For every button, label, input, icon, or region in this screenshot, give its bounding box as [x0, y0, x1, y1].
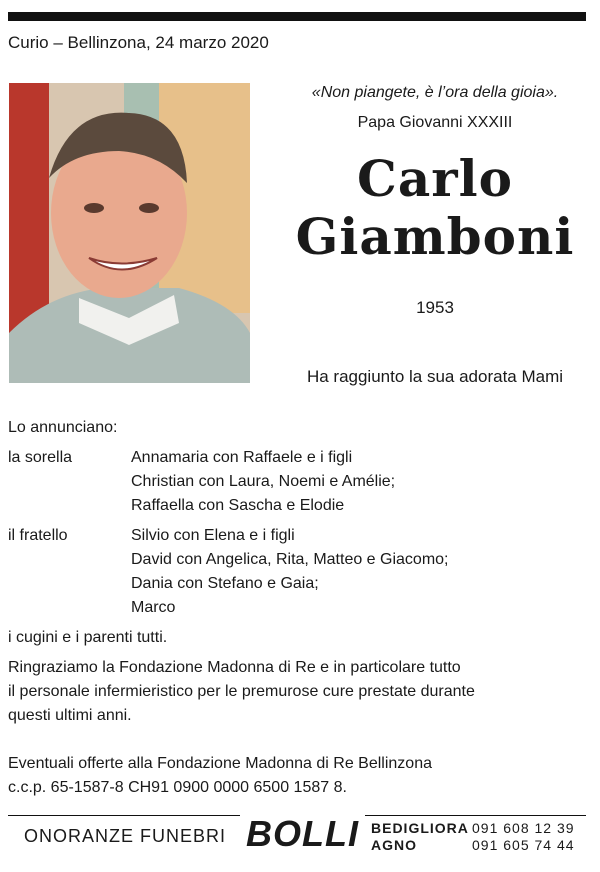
portrait-photo — [9, 83, 250, 383]
family-line: Marco — [131, 599, 176, 616]
family-line: Dania con Stefano e Gaia; — [131, 575, 319, 592]
thanks-line: il personale infermieristico per le premurose cure prestate durante — [8, 683, 475, 700]
quote-text: «Non piangete, è l’ora della gioia». — [311, 84, 559, 101]
family-line: Christian con Laura, Noemi e Amélie; — [131, 473, 396, 490]
relation-label: la sorella — [8, 449, 73, 466]
location-phone: 091 605 74 44 — [472, 837, 575, 853]
thanks-line: Ringraziamo la Fondazione Madonna di Re e in particolare tutto — [8, 659, 461, 676]
quote-author: Papa Giovanni XXXIII — [357, 114, 513, 131]
footer-rule-left — [8, 815, 240, 816]
place-date: Curio – Bellinzona, 24 marzo 2020 — [8, 33, 269, 52]
announcement-closing: i cugini e i parenti tutti. — [8, 629, 168, 646]
location-town: BEDIGLIORA — [371, 820, 469, 836]
family-line: Silvio con Elena e i figli — [131, 527, 295, 544]
family-line: Raffaella con Sascha e Elodie — [131, 497, 345, 514]
footer-rule-right — [362, 815, 586, 816]
funeral-home-logo: BOLLI — [240, 813, 365, 855]
first-name: Carlo — [357, 149, 513, 208]
funeral-home-label: ONORANZE FUNEBRI — [24, 826, 227, 846]
birth-year: 1953 — [416, 298, 454, 317]
location-phone: 091 608 12 39 — [472, 820, 575, 836]
top-rule — [8, 12, 586, 21]
epitaph: Ha raggiunto la sua adorata Mami — [306, 367, 564, 386]
deceased-name — [270, 150, 600, 266]
announcement-intro: Lo annunciano: — [8, 419, 118, 436]
relation-label: il fratello — [8, 527, 68, 544]
thanks-line: questi ultimi anni. — [8, 707, 132, 724]
donation-line: Eventuali offerte alla Fondazione Madonna di Re Bellinzona — [8, 755, 432, 772]
family-line: Annamaria con Raffaele e i figli — [131, 449, 353, 466]
location-town: AGNO — [371, 837, 417, 853]
family-line: David con Angelica, Rita, Matteo e Giacomo; — [131, 551, 449, 568]
donation-line: c.c.p. 65-1587-8 CH91 0900 0000 6500 1587 8. — [8, 779, 347, 796]
last-name: Giamboni — [295, 207, 575, 266]
